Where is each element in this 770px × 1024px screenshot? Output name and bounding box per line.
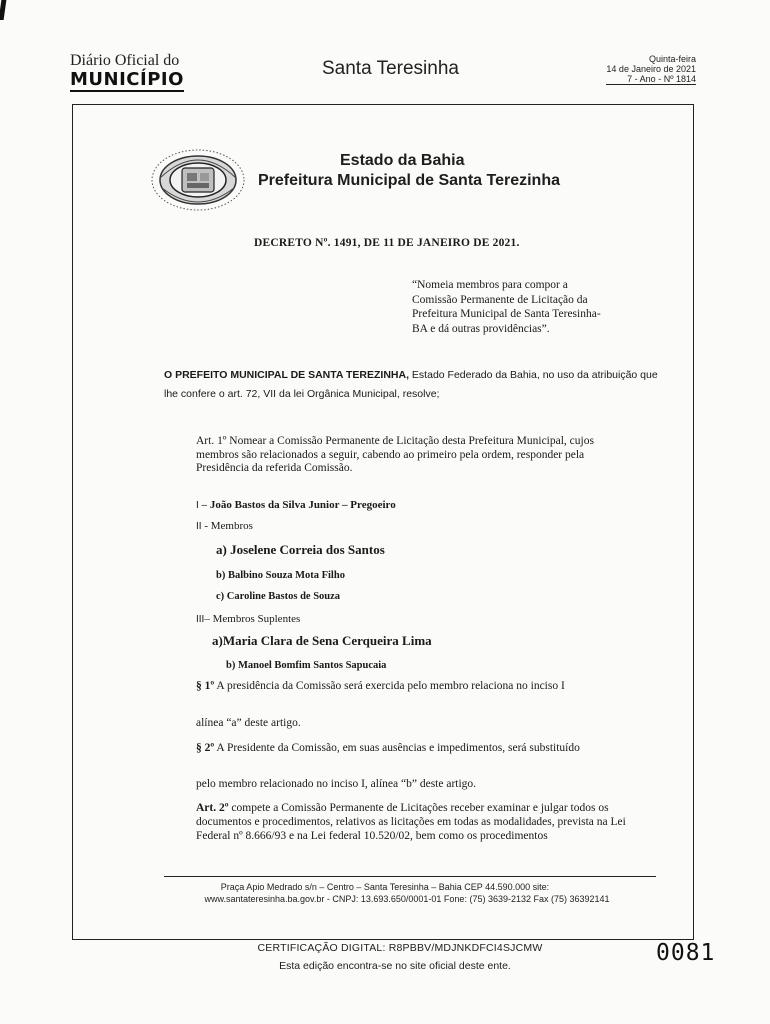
issue-date: 14 de Janeiro de 2021 bbox=[606, 64, 696, 74]
inciso-2-label: II bbox=[196, 521, 202, 532]
edition-note: Esta edição encontra-se no site oficial deste ente. bbox=[279, 960, 511, 972]
decree-preamble bbox=[164, 366, 664, 404]
article-2 bbox=[196, 802, 636, 843]
gazette-logo bbox=[70, 52, 184, 92]
inciso-1-text: João Bastos da Silva Junior – Pregoeiro bbox=[209, 499, 396, 511]
issue-info bbox=[606, 54, 696, 85]
footer-divider bbox=[164, 876, 656, 877]
gazette-logo-top: Diário Oficial do bbox=[70, 52, 180, 69]
municipal-seal-icon bbox=[150, 148, 246, 212]
paragraph-2 bbox=[196, 742, 656, 756]
inciso-1-label: I – bbox=[196, 500, 210, 511]
inciso-2 bbox=[196, 520, 253, 534]
gazette-logo-bottom: MUNICÍPIO bbox=[70, 69, 184, 90]
header-city: Santa Teresinha bbox=[322, 58, 459, 79]
alternate-b: b) Manoel Bomfim Santos Sapucaia bbox=[226, 660, 387, 671]
letterhead-state: Estado da Bahia bbox=[340, 152, 465, 169]
inciso-2-text: - Membros bbox=[201, 520, 253, 532]
inciso-3-text: – Membros Suplentes bbox=[204, 613, 301, 625]
paragraph-1-mark: § 1º bbox=[196, 680, 215, 692]
member-a: a) Joselene Correia dos Santos bbox=[216, 542, 385, 557]
preamble-authority: O PREFEITO MUNICIPAL DE SANTA TEREZINHA, bbox=[164, 369, 410, 381]
inciso-3 bbox=[196, 613, 300, 627]
paragraph-1-continued: alínea “a” deste artigo. bbox=[196, 717, 301, 729]
footer-address: Praça Apio Medrado s/n – Centro – Santa Teresinha – Bahia CEP 44.590.000 site: bbox=[220, 882, 550, 892]
inciso-3-label: III bbox=[196, 614, 205, 625]
footer-contacts: www.santateresinha.ba.gov.br - CNPJ: 13.693.650/0001-01 Fone: (75) 3639-2132 Fax (75) 36392141 bbox=[204, 894, 610, 904]
decree-title: DECRETO Nº. 1491, DE 11 DE JANEIRO DE 2021. bbox=[254, 237, 520, 249]
article-1: Art. 1º Nomear a Comissão Permanente de Licitação desta Prefeitura Municipal, cujos membros são relacionados a seguir, cabendo ao primeiro pela ordem, responder pela Presidência da referida Comissão. bbox=[196, 435, 594, 474]
paragraph-2-text: A Presidente da Comissão, em suas ausências e impedimentos, será substituído bbox=[214, 742, 580, 754]
member-c: c) Caroline Bastos de Souza bbox=[216, 591, 341, 602]
preamble-text: Estado Federado da Bahia, no uso da atribuição que lhe confere o art. 72, VII da lei Orgânica Municipal, resolve; bbox=[164, 369, 658, 400]
letterhead-prefecture: Prefeitura Municipal de Santa Terezinha bbox=[258, 172, 560, 189]
digital-certification: CERTIFICAÇÃO DIGITAL: R8PBBV/MDJNKDFCI4SJCMW bbox=[257, 942, 543, 954]
issue-number: 7 - Ano - Nº 1814 bbox=[606, 74, 696, 85]
paragraph-1 bbox=[196, 680, 656, 694]
decree-summary: “Nomeia membros para compor a Comissão Permanente de Licitação da Prefeitura Municipal de Santa Teresinha-BA e dá outras providências”. bbox=[412, 279, 601, 335]
article-2-text: compete a Comissão Permanente de Licitações receber examinar e julgar todos os documentos e procedimentos, relativos as licitações em todas as modalidades, prevista na Lei Federal nº 8.666/93 e na Lei federal 10.520/02, bem como os procedimentos bbox=[196, 802, 626, 842]
paragraph-2-continued: pelo membro relacionado no inciso I, alínea “b” deste artigo. bbox=[196, 778, 477, 790]
alternate-a: a)Maria Clara de Sena Cerqueira Lima bbox=[212, 633, 432, 648]
paragraph-1-text: A presidência da Comissão será exercida pelo membro relaciona no inciso I bbox=[214, 680, 565, 692]
page-number: 0081 bbox=[656, 940, 716, 966]
issue-weekday: Quinta-feira bbox=[648, 54, 696, 64]
member-b: b) Balbino Souza Mota Filho bbox=[216, 570, 345, 581]
paragraph-2-mark: § 2º bbox=[196, 742, 215, 754]
article-2-mark: Art. 2º bbox=[196, 802, 229, 814]
inciso-1 bbox=[196, 499, 396, 513]
scan-mark bbox=[0, 0, 6, 20]
